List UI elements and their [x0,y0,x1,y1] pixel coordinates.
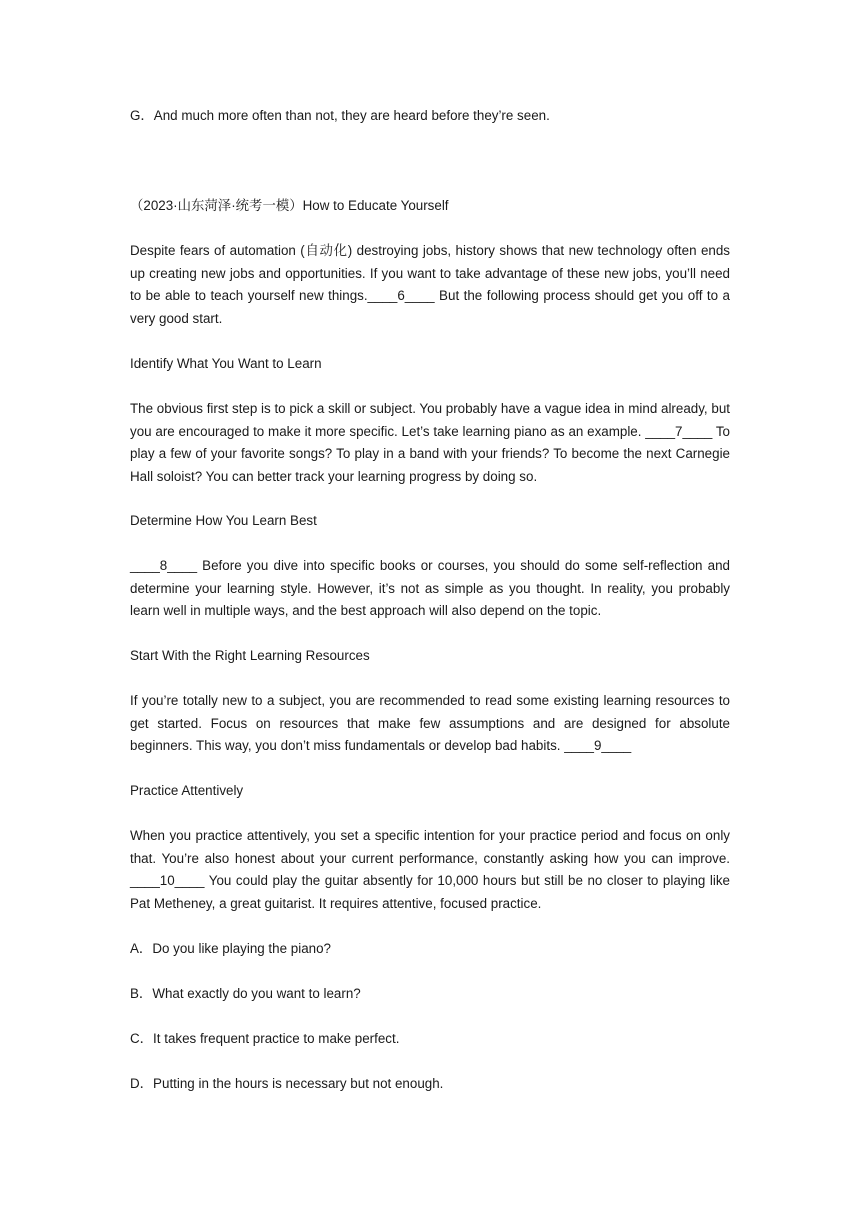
paragraph-identify: The obvious first step is to pick a skill or subject. You probably have a vague idea in mind already, but you are encouraged to make it more specific. Let’s take learning piano as an example. ____7____ To play a few of your favorite songs? To play in a band with your friends? To become the next Carnegie Hall soloist? You can better track your learning progress by doing so. [130,401,730,484]
passage-title: （2023·山东菏泽·统考一模）How to Educate Yourself [130,198,449,213]
paragraph-resources: If you’re totally new to a subject, you are recommended to read some existing learning resources to get started. Focus on resources that make few assumptions and are designed for absolute beginners. This way, you don’t miss fundamentals or develop bad habits. ____9____ [130,693,730,753]
paragraph-determine: ____8____ Before you dive into specific books or courses, you should do some self-reflection and determine your learning style. However, it’s not as simple as you thought. In reality, you probably learn well in multiple ways, and the best approach will also depend on the topic. [130,558,730,618]
option-g: G．And much more often than not, they are heard before they’re seen. [130,108,550,123]
section-heading-determine: Determine How You Learn Best [130,513,317,528]
option-b: B．What exactly do you want to learn? [130,986,361,1001]
option-d: D．Putting in the hours is necessary but not enough. [130,1076,444,1091]
section-heading-identify: Identify What You Want to Learn [130,356,322,371]
option-a: A．Do you like playing the piano? [130,941,331,956]
option-c: C．It takes frequent practice to make perfect. [130,1031,400,1046]
paragraph-practice: When you practice attentively, you set a specific intention for your practice period and focus on only that. You’re also honest about your current performance, constantly asking how you can improve. ____10____ You could play the guitar absently for 10,000 hours but still be no closer to playing like Pat Metheney, a great guitarist. It requires attentive, focused practice. [130,828,730,911]
intro-paragraph: Despite fears of automation (自动化) destroying jobs, history shows that new technology often ends up creating new jobs and opportunities. If you want to take advantage of these new jobs, you’ll need to be able to teach yourself new things.____6____ But the following process should get you off to a very good start. [130,243,730,326]
section-heading-resources: Start With the Right Learning Resources [130,648,370,663]
section-heading-practice: Practice Attentively [130,783,244,798]
